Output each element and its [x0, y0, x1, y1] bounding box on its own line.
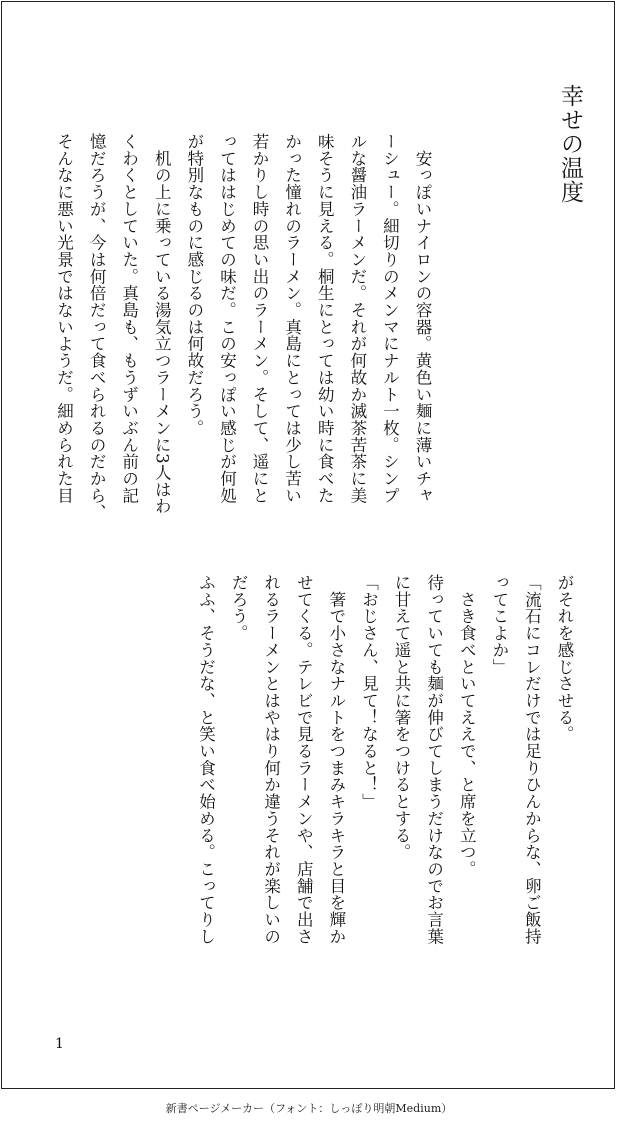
text-line: さき食べといてええで、と席を立つ。 [457, 574, 477, 878]
text-line: 憶だろうが、今は何倍だって食べられるのだから、 [87, 133, 107, 521]
text-line: 机の上に乗っている湯気立つラーメンに3人はわ [152, 133, 172, 515]
text-line: 若かりし時の思い出のラーメン。そして、遥にと [250, 133, 270, 504]
text-line: せてくる。テレビで見るラーメンや、店舗で出さ [294, 574, 314, 945]
text-line: 箸で小さなナルトをつまみキラキラと目を輝か [326, 574, 346, 945]
text-line: くわくとしていた。真島も、もうずいぶん前の記 [119, 133, 139, 504]
text-line: ふふ、そうだな、と笑い食べ始める。こってりし [196, 574, 216, 945]
text-line: だろう。 [229, 574, 249, 642]
text-line: ーシュー。細切りのメンマにナルト一枚。シンプ [380, 133, 400, 504]
page-number: 1 [55, 1036, 64, 1052]
text-block-top [44, 133, 438, 523]
text-line: がそれを感じさせる。 [555, 574, 574, 743]
text-line: そんなに悪い光景ではないようだ。細められた目 [54, 133, 74, 504]
footer-caption: 新書ページメーカー（フォント：しっぽり明朝Medium） [165, 1102, 453, 1115]
page-title: 幸せの温度 [557, 84, 583, 204]
text-line: 「おじさん、見て！なると！」 [359, 574, 379, 810]
text-line: ルな醤油ラーメンだ。それが何故か滅茶苦茶に美 [347, 133, 367, 504]
text-line: ってこよか」 [489, 574, 509, 676]
text-line: 味そうに見える。桐生にとっては幼い時に食べた [315, 133, 335, 504]
text-line: かった憧れのラーメン。真島にとっては少し苦い [282, 133, 302, 504]
text-line: れるラーメンとはやはり何か違うそれが楽しいの [261, 574, 281, 945]
text-line: ってははじめての味だ。この安っぽい感じが何処 [217, 133, 237, 504]
text-line: 「流石にコレだけでは足りひんからな、卵ご飯持 [522, 574, 542, 945]
text-line: に甘えて遥と共に箸をつけるとする。 [392, 574, 412, 861]
text-line: 安っぽいナイロンの容器。黄色い麺に薄いチャ [413, 133, 432, 504]
text-block-bottom [40, 574, 580, 994]
text-line: 待っていても麺が伸びてしまうだけなのでお言葉 [424, 574, 444, 945]
text-line: が特別なものに感じるのは何故だろう。 [184, 133, 204, 437]
